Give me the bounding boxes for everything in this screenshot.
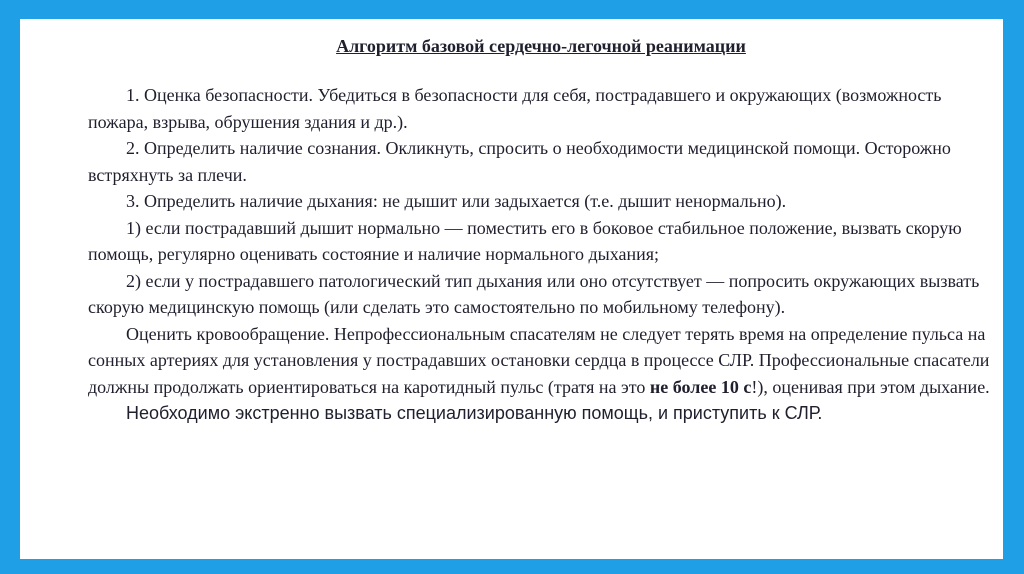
pulse-time-limit: не более 10 с — [649, 376, 752, 397]
call-help-text: Необходимо экстренно вызвать специализированную помощь, и приступить к СЛР. — [126, 403, 823, 423]
page-title: Алгоритм базовой сердечно-легочной реанимации — [336, 36, 746, 56]
step-1-text: 1. Оценка безопасности. Убедиться в безопасности для себя, пострадавшего и окружающих (возможность пожара, взрыва, обрушения здания и др.). — [88, 85, 942, 132]
circulation-text-end: !), оценивая при этом дыхание. — [751, 376, 990, 397]
step-2-text: 2. Определить наличие сознания. Окликнуть, спросить о необходимости медицинской помощи. Осторожно встряхнуть за плечи. — [88, 138, 951, 185]
circulation-text — [88, 321, 994, 401]
case-1-text: 1) если пострадавший дышит нормально — поместить его в боковое стабильное положение, вызвать скорую помощь, регулярно оценивать состояние и наличие нормального дыхания; — [88, 217, 962, 264]
circulation-text-start: Оценить кровообращение. Непрофессиональным спасателям не следует терять время на определение пульса на сонных артериях для установления у пострадавших остановки сердца в процессе СЛР. Профессиональные спасатели должны продолжать ориентироваться на каротидный пульс (тратя на это — [88, 323, 990, 397]
case-2-text: 2) если у пострадавшего патологический тип дыхания или оно отсутствует — попросить окружающих вызвать скорую медицинскую помощь (или сделать это самостоятельно по мобильному телефону). — [88, 270, 980, 317]
slide-content — [88, 33, 994, 426]
step-3-text: 3. Определить наличие дыхания: не дышит или задыхается (т.е. дышит ненормально). — [126, 191, 787, 211]
slide — [20, 19, 1003, 559]
